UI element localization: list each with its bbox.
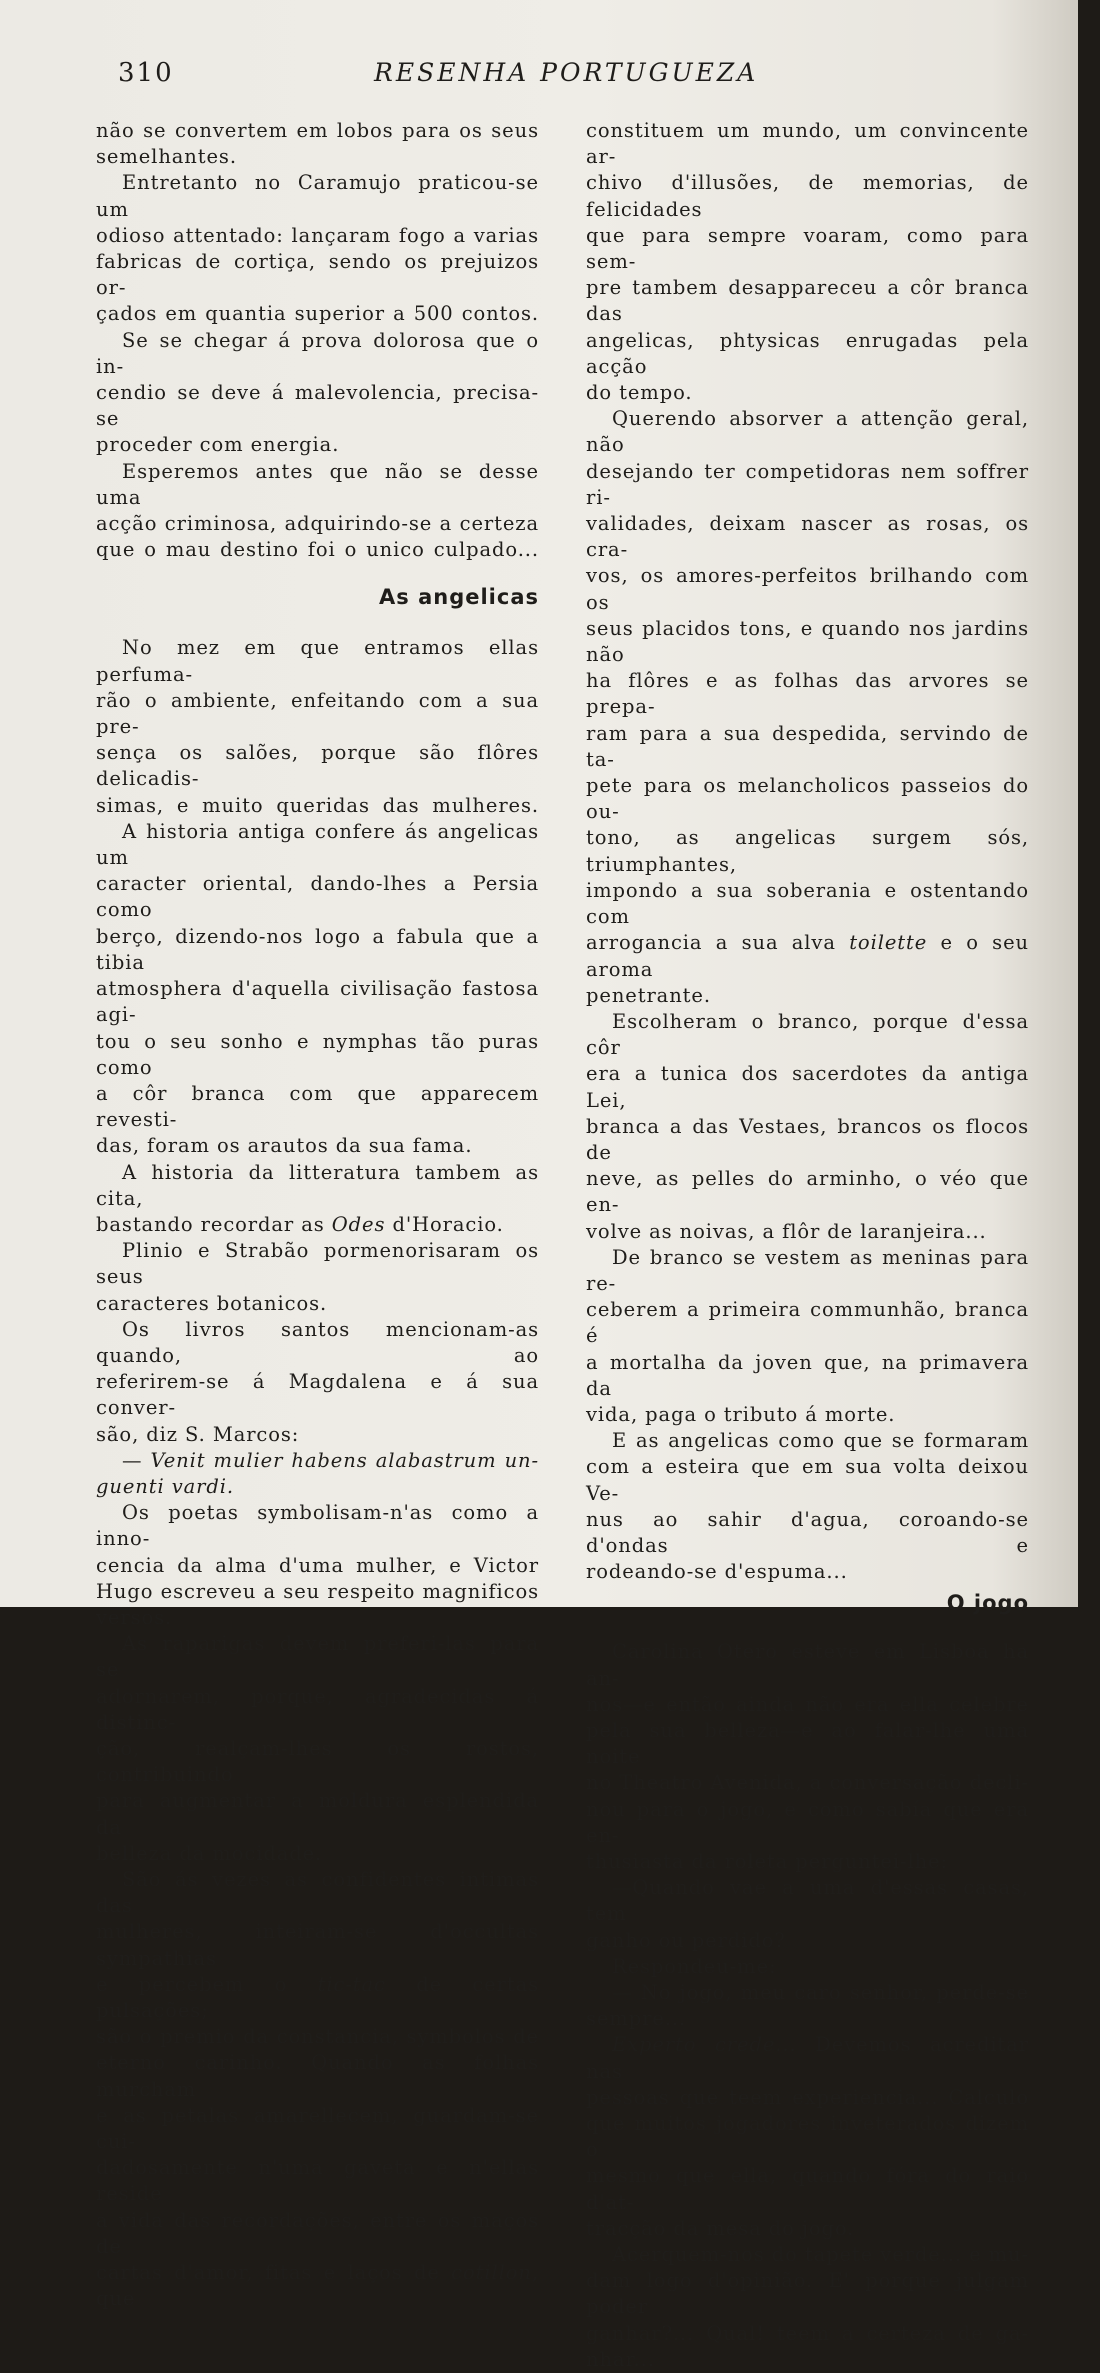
text-line: A historia da litteratura tambem as cita,: [96, 1160, 539, 1210]
text-line: para augmentar a moldura esplendida da: [96, 1789, 539, 1839]
text-line: —Quando vae a uma d'essas casas, tem: [586, 1876, 1029, 1926]
text-line: Plinio e Strabão pormenorisaram os seus: [96, 1239, 539, 1289]
text-line: a mortalha da joven que, na primavera da: [586, 1350, 1029, 1400]
text-line: são o premio da constancia, symbolos de: [96, 2025, 539, 2049]
text-line: proceder com energia.: [96, 433, 340, 457]
text-line: Os poetas symbolisam-n'as como a inno-: [96, 1501, 539, 1551]
text-line: pete para os melancholicos passeios do ou-: [586, 774, 1029, 824]
text-line: rodeando-se d'espuma...: [586, 1560, 848, 1584]
text-line: Escolheram o branco, porque d'essa côr: [586, 1009, 1029, 1060]
text-line: nhar...: [586, 2347, 655, 2371]
text-line: simas, e muito queridas das mulheres.: [96, 793, 539, 817]
text-line: nus ao sahir d'agua, coroando-se d'ondas e: [586, 1507, 1029, 1557]
text-line: — No jogo, meu caro senhor, perde-se: [612, 1981, 1029, 2005]
text-line: que para sempre voaram, como para sem-: [586, 223, 1029, 274]
text-line: Os livros santos mencionam-as quando, ao: [96, 1317, 539, 1367]
text-line: mesmo que ella, quando fóra do raio d'at-: [586, 2164, 1029, 2214]
text-line: arrogancia a sua alva toilette e o seu aroma: [586, 931, 1029, 981]
running-title: RESENHA PORTUGUEZA: [374, 58, 759, 87]
text-line: dadosamente n'uma gaveta e n'ellas reside: [96, 2156, 539, 2206]
text-line: ceberem a primeira communhão, branca é: [586, 1298, 1029, 1348]
text-line: vida, paga o tributo á morte.: [586, 1402, 896, 1426]
text-line: sempre...: [586, 2007, 687, 2031]
text-line: nos—e então ainda não era ella celebre: [586, 1692, 1029, 1716]
text-line: caracter oriental, dando-lhes a Persia como: [96, 872, 539, 922]
text-line: Hugo escreveu a seu respeito magnificos: [96, 1579, 539, 1603]
text-line: cartas d'amor, fitas e laços de cotillon, que: [96, 2261, 539, 2311]
quote-line: guenti vardi.: [96, 1474, 234, 1498]
text-line: era a tunica dos sacerdotes da antiga Lei,: [586, 1062, 1029, 1112]
text-line: e percebem o tic-tac de certas pulsações;: [96, 1972, 540, 2023]
text-line: Esperemos antes que não se desse uma: [96, 459, 539, 509]
text-line: São ás vezes as confidentes intimas das: [96, 1868, 539, 1918]
page-number: 310: [118, 58, 174, 88]
text-line: Respondeu-me:: [612, 1954, 777, 1978]
section-heading-angelicas: As angelicas: [379, 585, 539, 610]
text-line: odioso attentado: lançaram fogo a varias: [96, 223, 539, 247]
text-line: versos.: [96, 1605, 173, 1629]
text-line: tracção da mesa do jogo.: [586, 2216, 855, 2240]
text-line: das, foram os arautos da sua fama.: [96, 1134, 473, 1158]
text-line: semelhantes.: [96, 145, 237, 169]
text-line: neve, as pelles do arminho, o véo que en-: [586, 1167, 1029, 1217]
text-line: ganhar?... Qual! teem a certeza de ga-: [586, 2321, 1029, 2345]
text-line: do tempo.: [586, 381, 693, 405]
text-line: branca a das Vestaes, brancos os flocos de: [586, 1114, 1029, 1164]
text-line: No mez em que entramos ellas perfuma-: [96, 636, 539, 686]
text-line: eterno carinho. Quando as folhas murcham: [96, 2051, 539, 2101]
text-line: atmosphera d'aquella civilisação fastosa agi-: [96, 977, 539, 1027]
text-line: Acerquem-nos do tapete verde... e mu-: [612, 2243, 1029, 2267]
text-line: referirem-se á Magdalena e á sua conver-: [96, 1370, 539, 1420]
text-line: mulheres, inteiram-se d'occultas sympathias: [96, 1920, 539, 1970]
text-line: a côr branca com que apparecem revesti-: [96, 1081, 539, 1132]
text-line: Carolina Otero esteve em Lisboa ha an-: [586, 1640, 1029, 1690]
running-header: [0, 58, 1078, 98]
text-line: berço, dizendo-nos logo a fabula que a tibia: [96, 924, 539, 974]
text-line: ção, realçam-lhes os rostos, contribuindo: [96, 1736, 539, 1787]
text-line: a vida das recordações, entre os maços de: [96, 2208, 539, 2258]
section-heading-jogo: O jogo: [946, 1591, 1029, 1616]
text-line: çados em quantia superior a 500 contos.: [96, 302, 539, 326]
text-line: As raparigas devem preferi-las para se: [96, 1632, 539, 1682]
text-line: belleza da mocidade.: [96, 1841, 323, 1865]
text-line: acção criminosa, adquirindo-se a certeza: [96, 512, 539, 536]
text-line: Experto crede... Devemos acreditar nas: [586, 2033, 1029, 2083]
text-line: ram para a sua despedida, servindo de ta-: [586, 721, 1029, 771]
text-line: e as petalas amarellecem, guardam-se cui-: [96, 2103, 539, 2154]
text-line: não se convertem em lobos para os seus: [96, 119, 539, 142]
quote-line: — Venit mulier habens alabastrum un-: [122, 1448, 539, 1472]
text-line: angelicas, phtysicas enrugadas pela acção: [586, 328, 1029, 378]
text-line: no Theatro Avenida, a conversação decli-: [586, 1771, 1029, 1795]
text-line: cencia da alma d'uma mulher, e Victor: [96, 1553, 539, 1577]
text-line: que muitos jogadores inveterados dizem o: [586, 2112, 1029, 2162]
text-line: tono, as angelicas surgem sós, triumphantes,: [586, 826, 1029, 876]
text-line: chivo d'illusões, de memorias, de felicidades: [586, 171, 1029, 221]
text-line: thusiasta da roleta perguntei-lhe:: [586, 1850, 948, 1873]
text-line: que o mau destino foi o unico culpado...: [96, 538, 539, 562]
text-line: impondo a sua soberania e ostentando com: [586, 878, 1029, 929]
text-line: seus placidos tons, e quando nos jardins não: [586, 616, 1029, 667]
text-line: fabricas de cortiça, sendo os prejuizos or-: [96, 250, 539, 300]
text-line: bastando recordar as Odes d'Horacio.: [96, 1212, 504, 1236]
text-line: cendio se deve á malevolencia, precisa-se: [96, 381, 539, 431]
text-line: são, diz S. Marcos:: [96, 1422, 300, 1446]
text-line: adornarem, porque, agradecidas á distinc-: [96, 1684, 539, 1734]
text-line: constituem um mundo, um convincente ar-: [586, 119, 1029, 169]
text-line: validades, deixam nascer as rosas, os cra-: [586, 512, 1029, 562]
text-line: E as angelicas como que se formaram: [612, 1429, 1029, 1453]
right-column: [586, 118, 1029, 2373]
text-line: pre tambem desappareceu a côr branca das: [586, 276, 1029, 326]
text-line: Se se chegar á prova dolorosa que o in-: [96, 328, 539, 378]
text-line: ganho ou perdido?: [586, 1928, 786, 1952]
text-line: A historia antiga confere ás angelicas um: [96, 819, 539, 870]
text-line: rão o ambiente, enfeitando com a sua pre-: [96, 688, 539, 739]
text-line: vos, os amores-perfeitos brilhando com os: [586, 564, 1029, 614]
text-line: pessoas que teem experiencia... Calculo: [586, 2085, 1029, 2109]
text-line: dam logo d'opinião. E' porque julgam poder: [586, 2269, 1029, 2319]
left-column: [96, 118, 539, 2312]
text-line: caracteres botanicos.: [96, 1291, 328, 1315]
text-line: pela sua belleza—e ao falar-lhe uma noite: [586, 1718, 1029, 1769]
text-line: nou para o jogo, e como sabía que era en-: [586, 1797, 1029, 1847]
text-line: ha flôres e as folhas das arvores se prepa-: [586, 669, 1029, 719]
text-line: sença os salões, porque são flôres delicadis-: [96, 741, 539, 791]
text-line: penetrante.: [586, 983, 711, 1007]
text-line: desejando ter competidoras nem soffrer ri-: [586, 459, 1029, 509]
text-line: Entretanto no Caramujo praticou-se um: [96, 171, 539, 221]
text-line: Querendo absorver a attenção geral, não: [586, 407, 1029, 457]
text-line: com a esteira que em sua volta deixou Ve-: [586, 1455, 1029, 1505]
text-line: De branco se vestem as meninas para re-: [586, 1245, 1029, 1295]
text-line: volve as noivas, a flôr de laranjeira...: [586, 1219, 987, 1243]
text-line: tou o seu sonho e nymphas tão puras como: [96, 1029, 539, 1079]
